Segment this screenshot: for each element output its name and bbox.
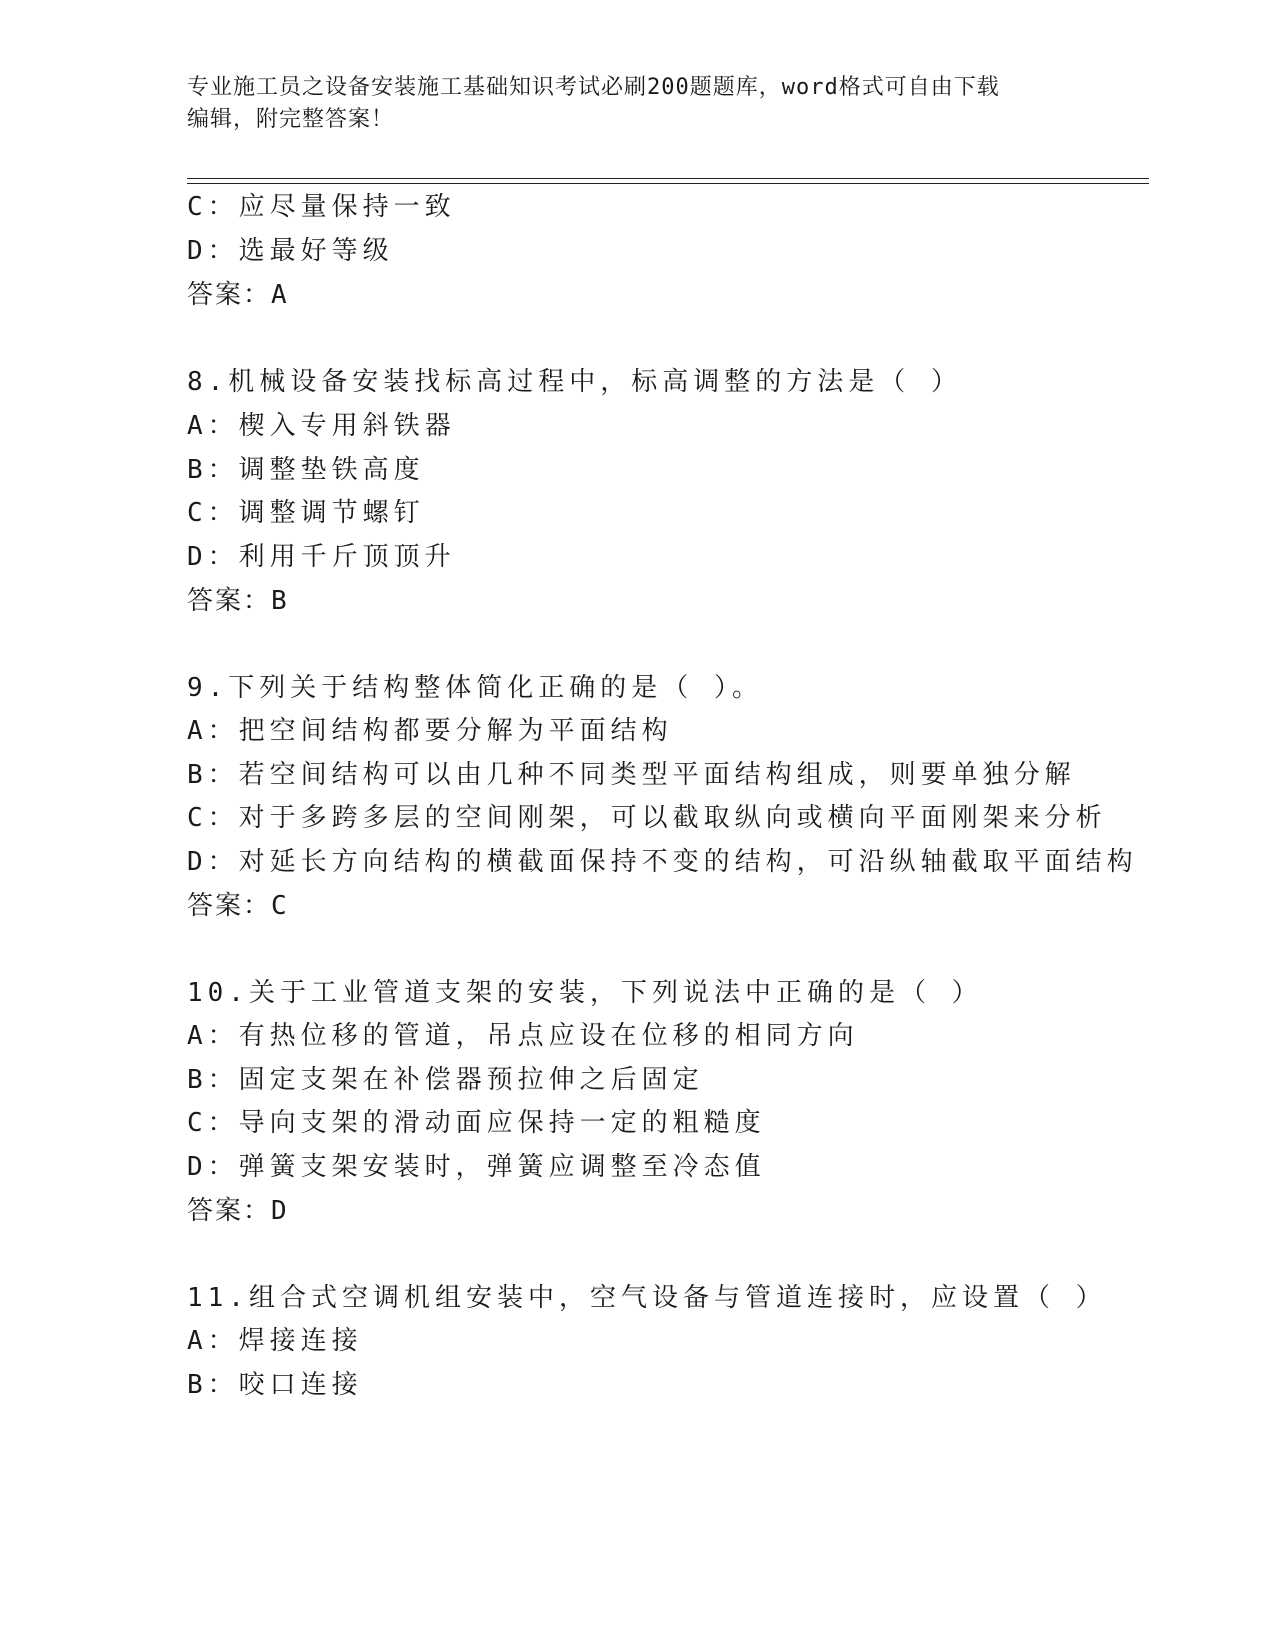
- q10-stem: 10.关于工业管道支架的安装，下列说法中正确的是（ ）: [187, 978, 983, 1008]
- q7-answer: 答案：A: [187, 280, 289, 310]
- q8-stem: 8.机械设备安装找标高过程中，标高调整的方法是（ ）: [187, 367, 962, 397]
- q8-option-a: A：楔入专用斜铁器: [187, 411, 456, 441]
- q7-option-d: D：选最好等级: [187, 236, 394, 266]
- q8-answer: 答案：B: [187, 586, 289, 616]
- q9-option-d: D：对延长方向结构的横截面保持不变的结构，可沿纵轴截取平面结构: [187, 847, 1138, 877]
- header-title-line-2: 编辑，附完整答案！: [187, 107, 395, 132]
- q9-option-c: C：对于多跨多层的空间刚架，可以截取纵向或横向平面刚架来分析: [187, 803, 1107, 833]
- q9-option-b: B：若空间结构可以由几种不同类型平面结构组成，则要单独分解: [187, 760, 1076, 790]
- q9-answer: 答案：C: [187, 891, 289, 921]
- document-header: [187, 72, 1067, 136]
- q11-stem: 11.组合式空调机组安装中，空气设备与管道连接时，应设置（ ）: [187, 1283, 1107, 1313]
- q10-option-d: D：弹簧支架安装时，弹簧应调整至冷态值: [187, 1152, 766, 1182]
- q8-option-b: B：调整垫铁高度: [187, 455, 425, 485]
- q7-option-c: C：应尽量保持一致: [187, 192, 456, 222]
- header-title-line-1: 专业施工员之设备安装施工基础知识考试必刷200题题库，word格式可自由下载: [187, 75, 1000, 100]
- q11-option-a: A：焊接连接: [187, 1326, 363, 1356]
- header-divider-bottom: [187, 183, 1149, 184]
- q9-stem: 9.下列关于结构整体简化正确的是（ ）。: [187, 673, 763, 703]
- q11-option-b: B：咬口连接: [187, 1370, 363, 1400]
- q10-option-a: A：有热位移的管道，吊点应设在位移的相同方向: [187, 1021, 859, 1051]
- q9-option-a: A：把空间结构都要分解为平面结构: [187, 716, 673, 746]
- q8-option-d: D：利用千斤顶顶升: [187, 542, 456, 572]
- header-divider-top: [187, 178, 1149, 179]
- q10-answer: 答案：D: [187, 1196, 289, 1226]
- q8-option-c: C：调整调节螺钉: [187, 498, 425, 528]
- q10-option-c: C：导向支架的滑动面应保持一定的粗糙度: [187, 1108, 766, 1138]
- q10-option-b: B：固定支架在补偿器预拉伸之后固定: [187, 1065, 704, 1095]
